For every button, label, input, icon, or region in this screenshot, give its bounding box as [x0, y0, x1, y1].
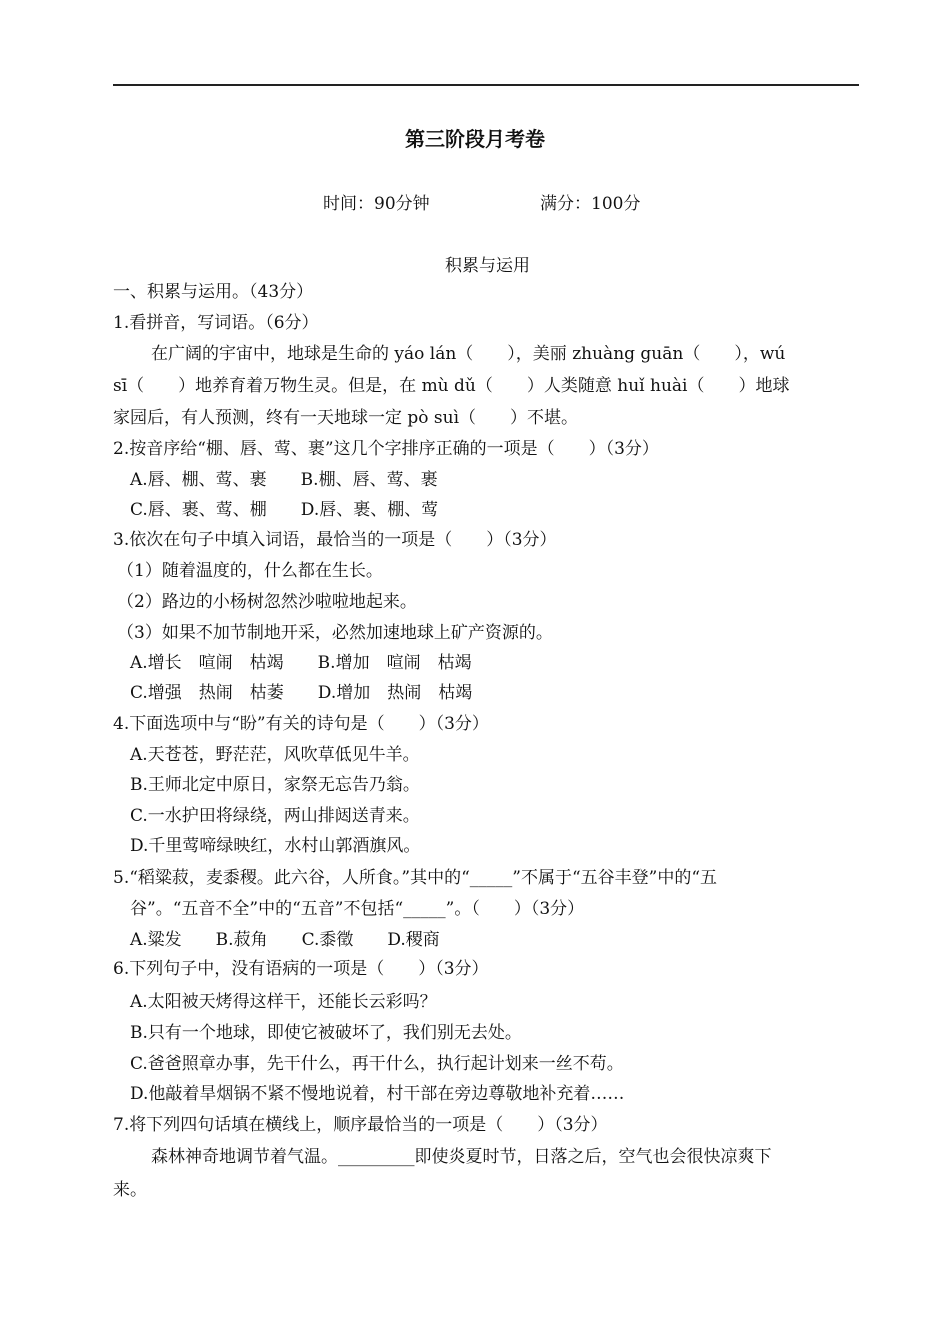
q1-stem: 1.看拼音，写词语。（6分） [113, 313, 319, 333]
q4-stem: 4.下面选项中与“盼”有关的诗句是（ ）（3分） [113, 714, 489, 734]
q3-options-row1: A.增长 喧闹 枯竭 B.增加 喧闹 枯竭 [130, 653, 472, 673]
q3-sentence-2: （2）路边的小杨树忽然沙啦啦地起来。 [117, 592, 417, 612]
q6-option-b: B.只有一个地球，即使它被破坏了，我们别无去处。 [130, 1023, 522, 1043]
q7-line-2: 来。 [113, 1180, 147, 1200]
q7-stem: 7.将下列四句话填在横线上，顺序最恰当的一项是（ ）（3分） [113, 1115, 608, 1135]
q3-sentence-3: （3）如果不加节制地开采，必然加速地球上矿产资源的。 [117, 623, 553, 643]
q4-option-b: B.王师北定中原日，家祭无忘告乃翁。 [130, 775, 420, 795]
q7-line-1: 森林神奇地调节着气温。_________即使炎夏时节，日落之后，空气也会很快凉爽下 [151, 1147, 772, 1167]
q1-line-3: 家园后，有人预测，终有一天地球一定 pò suì（ ）不堪。 [113, 408, 579, 428]
q3-sentence-1: （1）随着温度的，什么都在生长。 [117, 561, 383, 581]
q2-stem: 2.按音序给“棚、唇、莺、裹”这几个字排序正确的一项是（ ）（3分） [113, 439, 659, 459]
q2-options-row2: C.唇、裹、莺、棚 D.唇、裹、棚、莺 [130, 500, 439, 520]
q6-option-c: C.爸爸照章办事，先干什么，再干什么，执行起计划来一丝不苟。 [130, 1054, 624, 1074]
q6-stem: 6.下列句子中，没有语病的一项是（ ）（3分） [113, 959, 489, 979]
page-title: 第三阶段月考卷 [405, 127, 545, 151]
q4-option-c: C.一水护田将绿绕，两山排闼送青来。 [130, 806, 420, 826]
exam-score: 满分：100分 [540, 194, 641, 214]
q3-options-row2: C.增强 热闹 枯萎 D.增加 热闹 枯竭 [130, 683, 473, 703]
exam-time: 时间：90分钟 [323, 194, 430, 214]
part1-heading: 一、积累与运用。（43分） [113, 282, 314, 302]
section-title: 积累与运用 [445, 256, 530, 276]
q5-line-2: 谷”。“五音不全”中的“五音”不包括“_____”。（ ）（3分） [130, 899, 585, 919]
q4-option-d: D.千里莺啼绿映红，水村山郭酒旗风。 [130, 836, 421, 856]
q4-option-a: A.天苍苍，野茫茫，风吹草低见牛羊。 [130, 745, 420, 765]
q6-option-d: D.他敲着旱烟锅不紧不慢地说着，村干部在旁边尊敬地补充着…… [130, 1084, 625, 1104]
header-rule [113, 84, 859, 86]
q1-line-1: 在广阔的宇宙中，地球是生命的 yáo lán（ ），美丽 zhuàng guān（ ），wú [151, 344, 786, 364]
q3-stem: 3.依次在句子中填入词语，最恰当的一项是（ ）（3分） [113, 530, 557, 550]
q2-options-row1: A.唇、棚、莺、裹 B.棚、唇、莺、裹 [130, 470, 438, 490]
q5-line-1: 5.“稻粱菽，麦黍稷。此六谷，人所食。”其中的“_____”不属于“五谷丰登”中的“五 [113, 868, 718, 888]
q6-option-a: A.太阳被天烤得这样干，还能长云彩吗？ [130, 992, 437, 1012]
q1-line-2: sī（ ）地养育着万物生灵。但是，在 mù dǔ（ ）人类随意 huǐ huài（ ）地球 [113, 376, 790, 396]
q5-options: A.粱发 B.菽角 C.黍徵 D.稷商 [130, 930, 440, 950]
